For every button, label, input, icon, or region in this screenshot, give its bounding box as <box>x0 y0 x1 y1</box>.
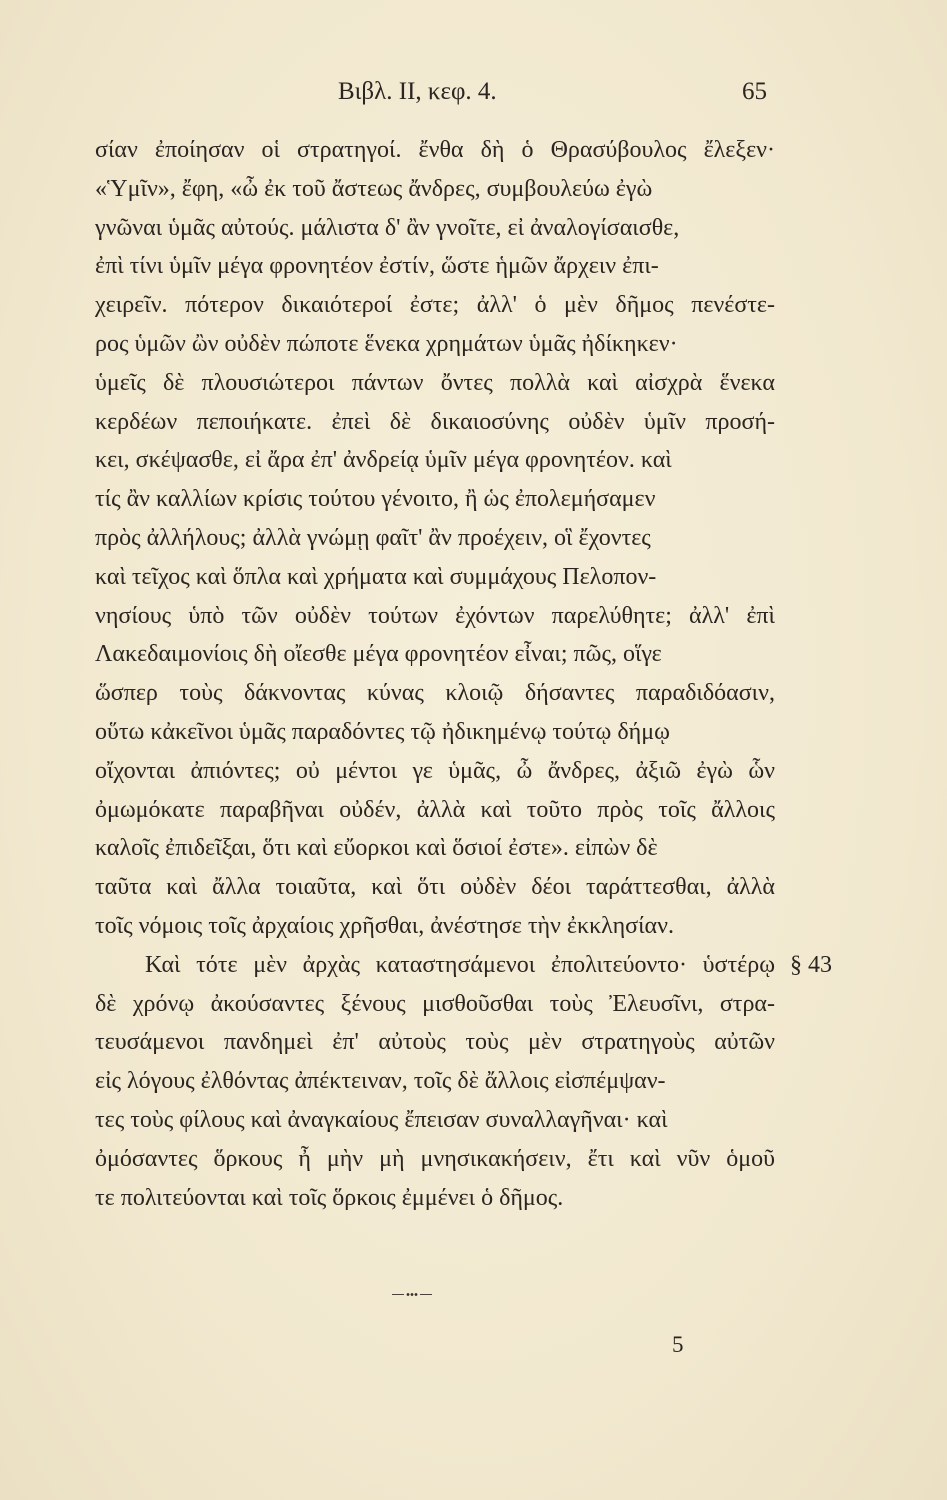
text-line <box>95 247 775 286</box>
text-line-content: κερδέων πεποιήκατε. ἐπεὶ δὲ δικαιοσύνης οὐδὲν ὑμῖν προσή- <box>95 408 775 435</box>
text-line-content: γνῶναι ὑμᾶς αὐτούς. μάλιστα δ' ἂν γνοῖτε, εἰ ἀναλογίσαισθε, <box>95 214 680 241</box>
text-line <box>95 791 775 830</box>
page-number: 65 <box>742 78 767 105</box>
body-text <box>95 131 775 1231</box>
text-line <box>95 170 775 209</box>
text-line <box>95 441 775 480</box>
signature-mark: 5 <box>672 1332 684 1357</box>
ornament-dots <box>406 1293 418 1296</box>
text-line <box>95 1023 775 1062</box>
text-line-content: ὀμωμόκατε παραβῆναι οὐδέν, ἀλλὰ καὶ τοῦτο πρὸς τοῖς ἄλλοις <box>95 796 775 823</box>
text-line <box>95 209 775 248</box>
text-line <box>95 1179 775 1218</box>
running-head: Βιβλ. II, κεφ. 4. <box>338 78 497 105</box>
text-line <box>95 131 775 170</box>
text-line-content: καὶ τεῖχος καὶ ὅπλα καὶ χρήματα καὶ συμμάχους Πελοπον- <box>95 563 657 590</box>
text-line <box>95 635 775 674</box>
ornament-divider <box>392 1293 432 1297</box>
text-line-content: σίαν ἐποίησαν οἱ στρατηγοί. ἔνθα δὴ ὁ Θρασύβουλος ἔλεξεν· <box>95 137 775 163</box>
text-line-content: ὑμεῖς δὲ πλουσιώτεροι πάντων ὄντες πολλὰ καὶ αἰσχρὰ ἕνεκα <box>95 369 775 396</box>
text-line <box>95 364 775 403</box>
text-line-content: «Ὑμῖν», ἔφη, «ὦ ἐκ τοῦ ἄστεως ἄνδρες, συμβουλεύω ἐγὼ <box>95 175 653 202</box>
text-line-content: Λακεδαιμονίοις δὴ οἴεσθε μέγα φρονητέον εἶναι; πῶς, οἵγε <box>95 641 662 668</box>
text-line-content: ἐπὶ τίνι ὑμῖν μέγα φρονητέον ἐστίν, ὥστε ἡμῶν ἄρχειν ἐπι- <box>95 253 659 280</box>
text-line <box>95 519 775 558</box>
text-line-content: νησίους ὑπὸ τῶν οὐδὲν τούτων ἐχόντων παρελύθητε; ἀλλ' ἐπὶ <box>95 602 775 629</box>
text-line <box>95 1062 775 1101</box>
text-line-content: δὲ χρόνῳ ἀκούσαντες ξένους μισθοῦσθαι τοὺς Ἐλευσῖνι, στρα- <box>95 990 775 1017</box>
text-line <box>95 325 775 364</box>
text-line-content: ταῦτα καὶ ἄλλα τοιαῦτα, καὶ ὅτι οὐδὲν δέοι ταράττεσθαι, ἀλλὰ <box>95 874 775 901</box>
section-marker: § 43 <box>790 951 832 978</box>
text-line <box>95 403 775 442</box>
text-line-content: τίς ἂν καλλίων κρίσις τούτου γένοιτο, ἢ ὡς ἐπολεμήσαμεν <box>95 486 656 513</box>
text-line-content: ὀμόσαντες ὅρκους ἦ μὴν μὴ μνησικακήσειν, ἔτι καὶ νῦν ὁμοῦ <box>95 1145 775 1172</box>
text-line-content: ὥσπερ τοὺς δάκνοντας κύνας κλοιῷ δήσαντες παραδιδόασιν, <box>95 680 775 707</box>
text-line-content: κει, σκέψασθε, εἰ ἄρα ἐπ' ἀνδρείᾳ ὑμῖν μέγα φρονητέον. καὶ <box>95 447 672 474</box>
ornament-rule-left <box>392 1294 404 1295</box>
text-line <box>95 829 775 868</box>
text-line <box>95 558 775 597</box>
text-line <box>95 286 775 325</box>
text-line <box>95 907 775 946</box>
text-line-content: τοῖς νόμοις τοῖς ἀρχαίοις χρῆσθαι, ἀνέστησε τὴν ἐκκλησίαν. <box>95 913 674 939</box>
text-line-content: τες τοὺς φίλους καὶ ἀναγκαίους ἔπεισαν συναλλαγῆναι· καὶ <box>95 1107 668 1133</box>
text-line <box>95 1101 775 1140</box>
text-line <box>95 674 775 713</box>
text-line-content: εἰς λόγους ἐλθόντας ἀπέκτειναν, τοῖς δὲ ἄλλοις εἰσπέμψαν- <box>95 1068 666 1095</box>
text-line <box>95 1140 775 1179</box>
text-line-content: χειρεῖν. πότερον δικαιότεροί ἐστε; ἀλλ' ὁ μὲν δῆμος πενέστε- <box>95 292 775 319</box>
text-line-content: ρος ὑμῶν ὢν οὐδὲν πώποτε ἕνεκα χρημάτων ὑμᾶς ἠδίκηκεν· <box>95 331 678 357</box>
text-line-content: οἴχονται ἀπιόντες; οὐ μέντοι γε ὑμᾶς, ὦ ἄνδρες, ἀξιῶ ἐγὼ ὧν <box>95 757 775 784</box>
text-line <box>95 713 775 752</box>
text-line-content: τε πολιτεύονται καὶ τοῖς ὅρκοις ἐμμένει ὁ δῆμος. <box>95 1184 564 1211</box>
text-line <box>95 480 775 519</box>
text-line <box>95 868 775 907</box>
text-line <box>95 752 775 791</box>
text-line <box>145 946 775 985</box>
text-line <box>95 597 775 636</box>
text-line <box>95 985 775 1024</box>
text-line-content: οὕτω κἀκεῖνοι ὑμᾶς παραδόντες τῷ ἠδικημένῳ τούτῳ δήμῳ <box>95 719 670 745</box>
text-line-content: καλοῖς ἐπιδεῖξαι, ὅτι καὶ εὔορκοι καὶ ὅσιοί ἐστε». εἰπὼν δὲ <box>95 835 658 862</box>
text-line-content: τευσάμενοι πανδημεὶ ἐπ' αὐτοὺς τοὺς μὲν στρατηγοὺς αὐτῶν <box>95 1029 775 1056</box>
text-line-content: Καὶ τότε μὲν ἀρχὰς καταστησάμενοι ἐπολιτεύοντο· ὑστέρῳ <box>145 951 775 978</box>
ornament-rule-right <box>420 1294 432 1295</box>
text-line-content: πρὸς ἀλλήλους; ἀλλὰ γνώμῃ φαῖτ' ἂν προέχειν, οἳ ἔχοντες <box>95 525 651 551</box>
